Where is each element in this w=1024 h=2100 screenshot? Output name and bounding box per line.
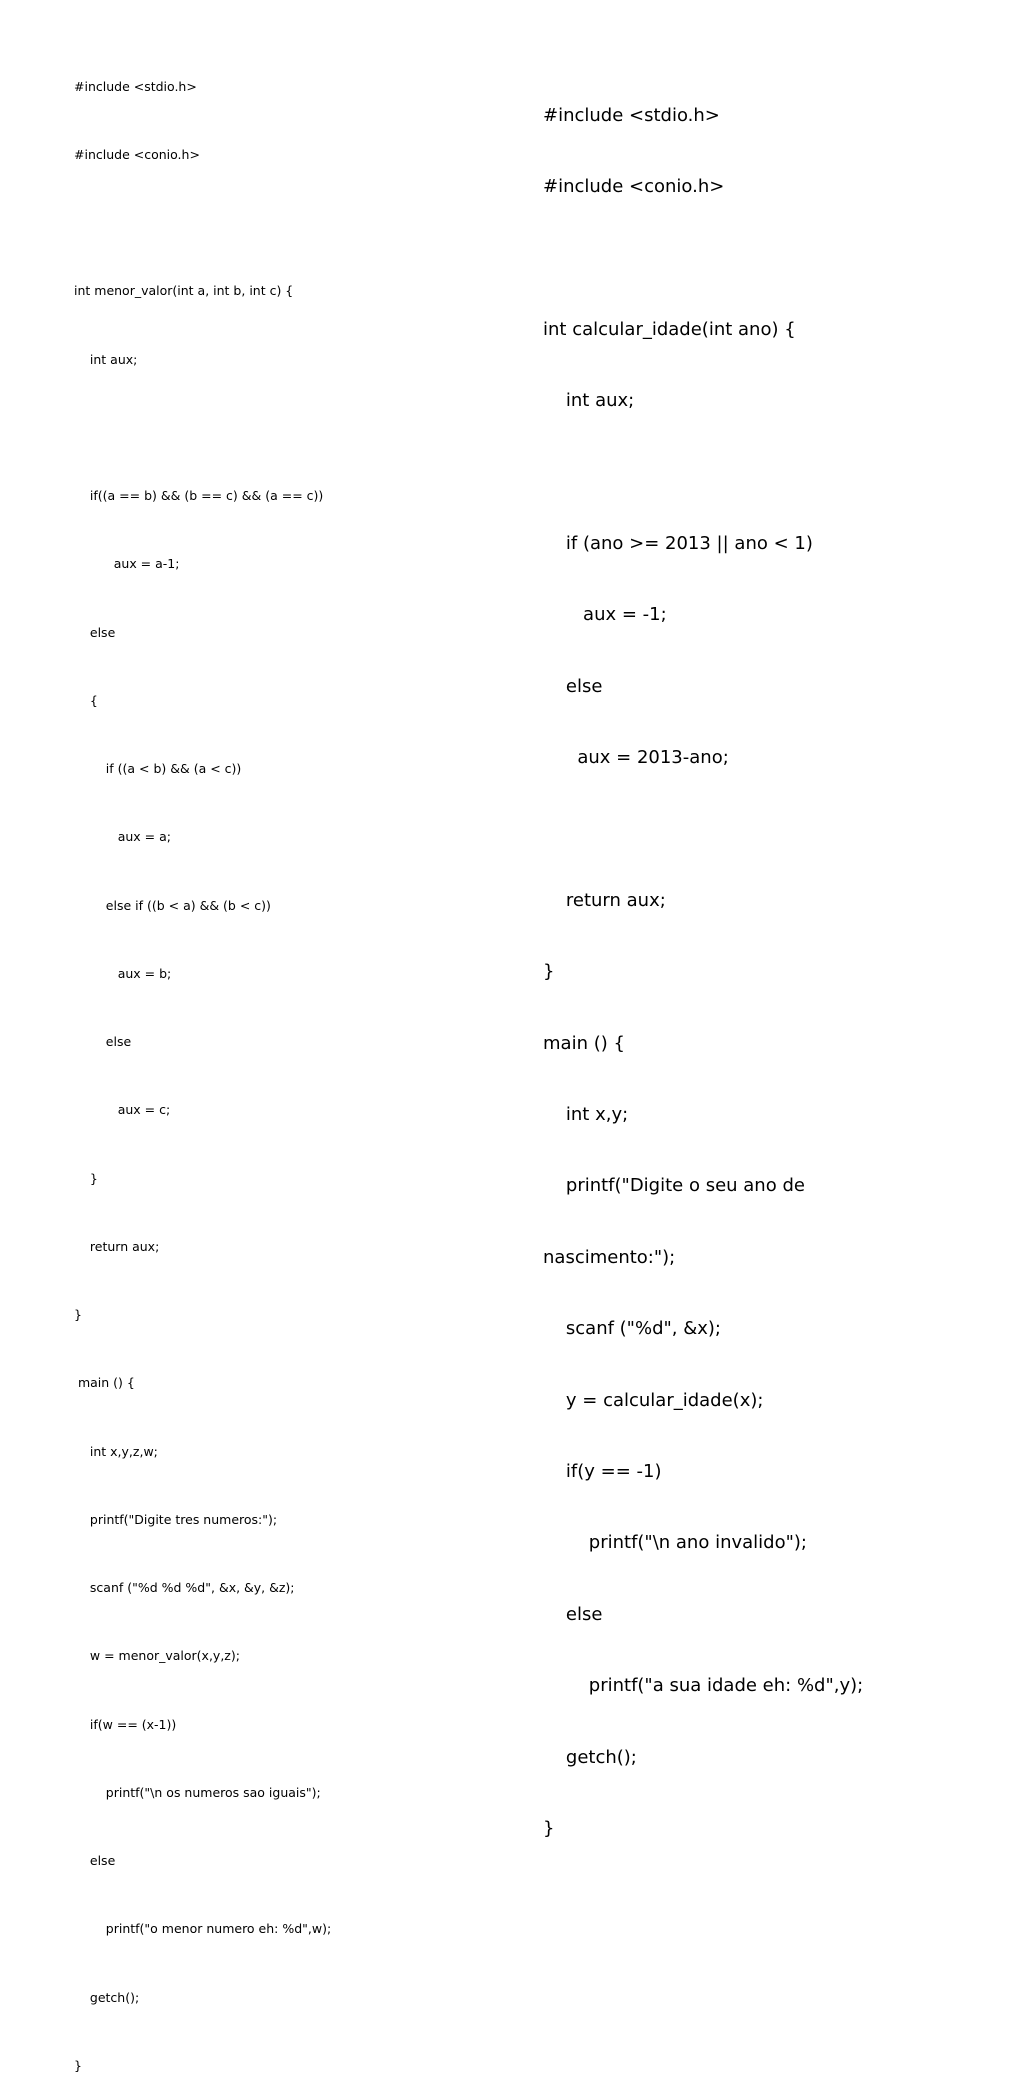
code-line: {: [74, 692, 98, 708]
code-line: [74, 212, 494, 235]
code-line: }: [74, 1307, 82, 1322]
code-line: #include <stdio.h>: [543, 104, 720, 126]
code-line: main () {: [74, 1375, 135, 1391]
code-line: if((a == b) && (b == c) && (a == c)): [74, 488, 324, 503]
code-line: aux = 2013-ano;: [543, 747, 729, 769]
code-line: if (ano >= 2013 || ano < 1): [543, 532, 813, 554]
code-line: aux = c;: [74, 1102, 171, 1118]
code-line: if ((a < b) && (a < c)): [74, 761, 242, 776]
code-line: int calcular_idade(int ano) {: [543, 318, 796, 340]
code-line: [543, 461, 1003, 485]
code-line: else if ((b < a) && (b < c)): [74, 897, 271, 913]
code-line: else: [74, 1034, 132, 1049]
code-line: [543, 246, 1003, 270]
code-line: scanf ("%d", &x);: [543, 1318, 721, 1340]
code-line: }: [543, 961, 555, 983]
code-line: getch();: [543, 1746, 637, 1768]
code-line: #include <conio.h>: [74, 146, 200, 162]
code-line: getch();: [74, 1989, 140, 2005]
code-line: aux = -1;: [543, 604, 667, 626]
code-line: int x,y,z,w;: [74, 1443, 158, 1459]
code-line: }: [74, 2057, 82, 2073]
code-line: printf("\n os numeros sao iguais");: [74, 1784, 321, 1800]
code-line: #include <stdio.h>: [74, 78, 197, 94]
code-line: [74, 417, 494, 440]
code-line: w = menor_valor(x,y,z);: [74, 1648, 240, 1664]
code-line: aux = a-1;: [74, 556, 180, 572]
code-line: int menor_valor(int a, int b, int c) {: [74, 283, 294, 299]
code-line: }: [543, 1817, 555, 1839]
code-line: aux = a;: [74, 829, 171, 845]
code-line: }: [74, 1170, 98, 1186]
code-line: nascimento:");: [543, 1246, 676, 1268]
code-line: return aux;: [74, 1238, 160, 1254]
code-line: else: [543, 675, 603, 697]
code-line: aux = b;: [74, 965, 172, 981]
code-line: if(w == (x-1)): [74, 1716, 177, 1732]
code-line: if(y == -1): [543, 1461, 662, 1483]
code-line: else: [543, 1603, 603, 1625]
code-line: printf("a sua idade eh: %d",y);: [543, 1675, 864, 1697]
code-line: printf("Digite o seu ano de: [543, 1175, 805, 1197]
code-line: return aux;: [543, 889, 666, 911]
code-line: #include <conio.h>: [543, 175, 725, 197]
code-line: else: [74, 624, 116, 640]
code-line: scanf ("%d %d %d", &x, &y, &z);: [74, 1580, 295, 1595]
code-line: printf("\n ano invalido");: [543, 1532, 807, 1554]
code-line: printf("Digite tres numeros:");: [74, 1511, 278, 1527]
code-line: printf("o menor numero eh: %d",w);: [74, 1921, 332, 1937]
left-code-block: [74, 30, 494, 2100]
code-line: main () {: [543, 1032, 625, 1054]
code-line: int aux;: [74, 351, 138, 367]
code-line: y = calcular_idade(x);: [543, 1389, 764, 1411]
code-line: else: [74, 1853, 116, 1868]
code-line: int aux;: [543, 390, 635, 412]
code-line: int x,y;: [543, 1104, 629, 1126]
code-line: [543, 818, 1003, 842]
right-code-block: [543, 56, 1003, 1865]
